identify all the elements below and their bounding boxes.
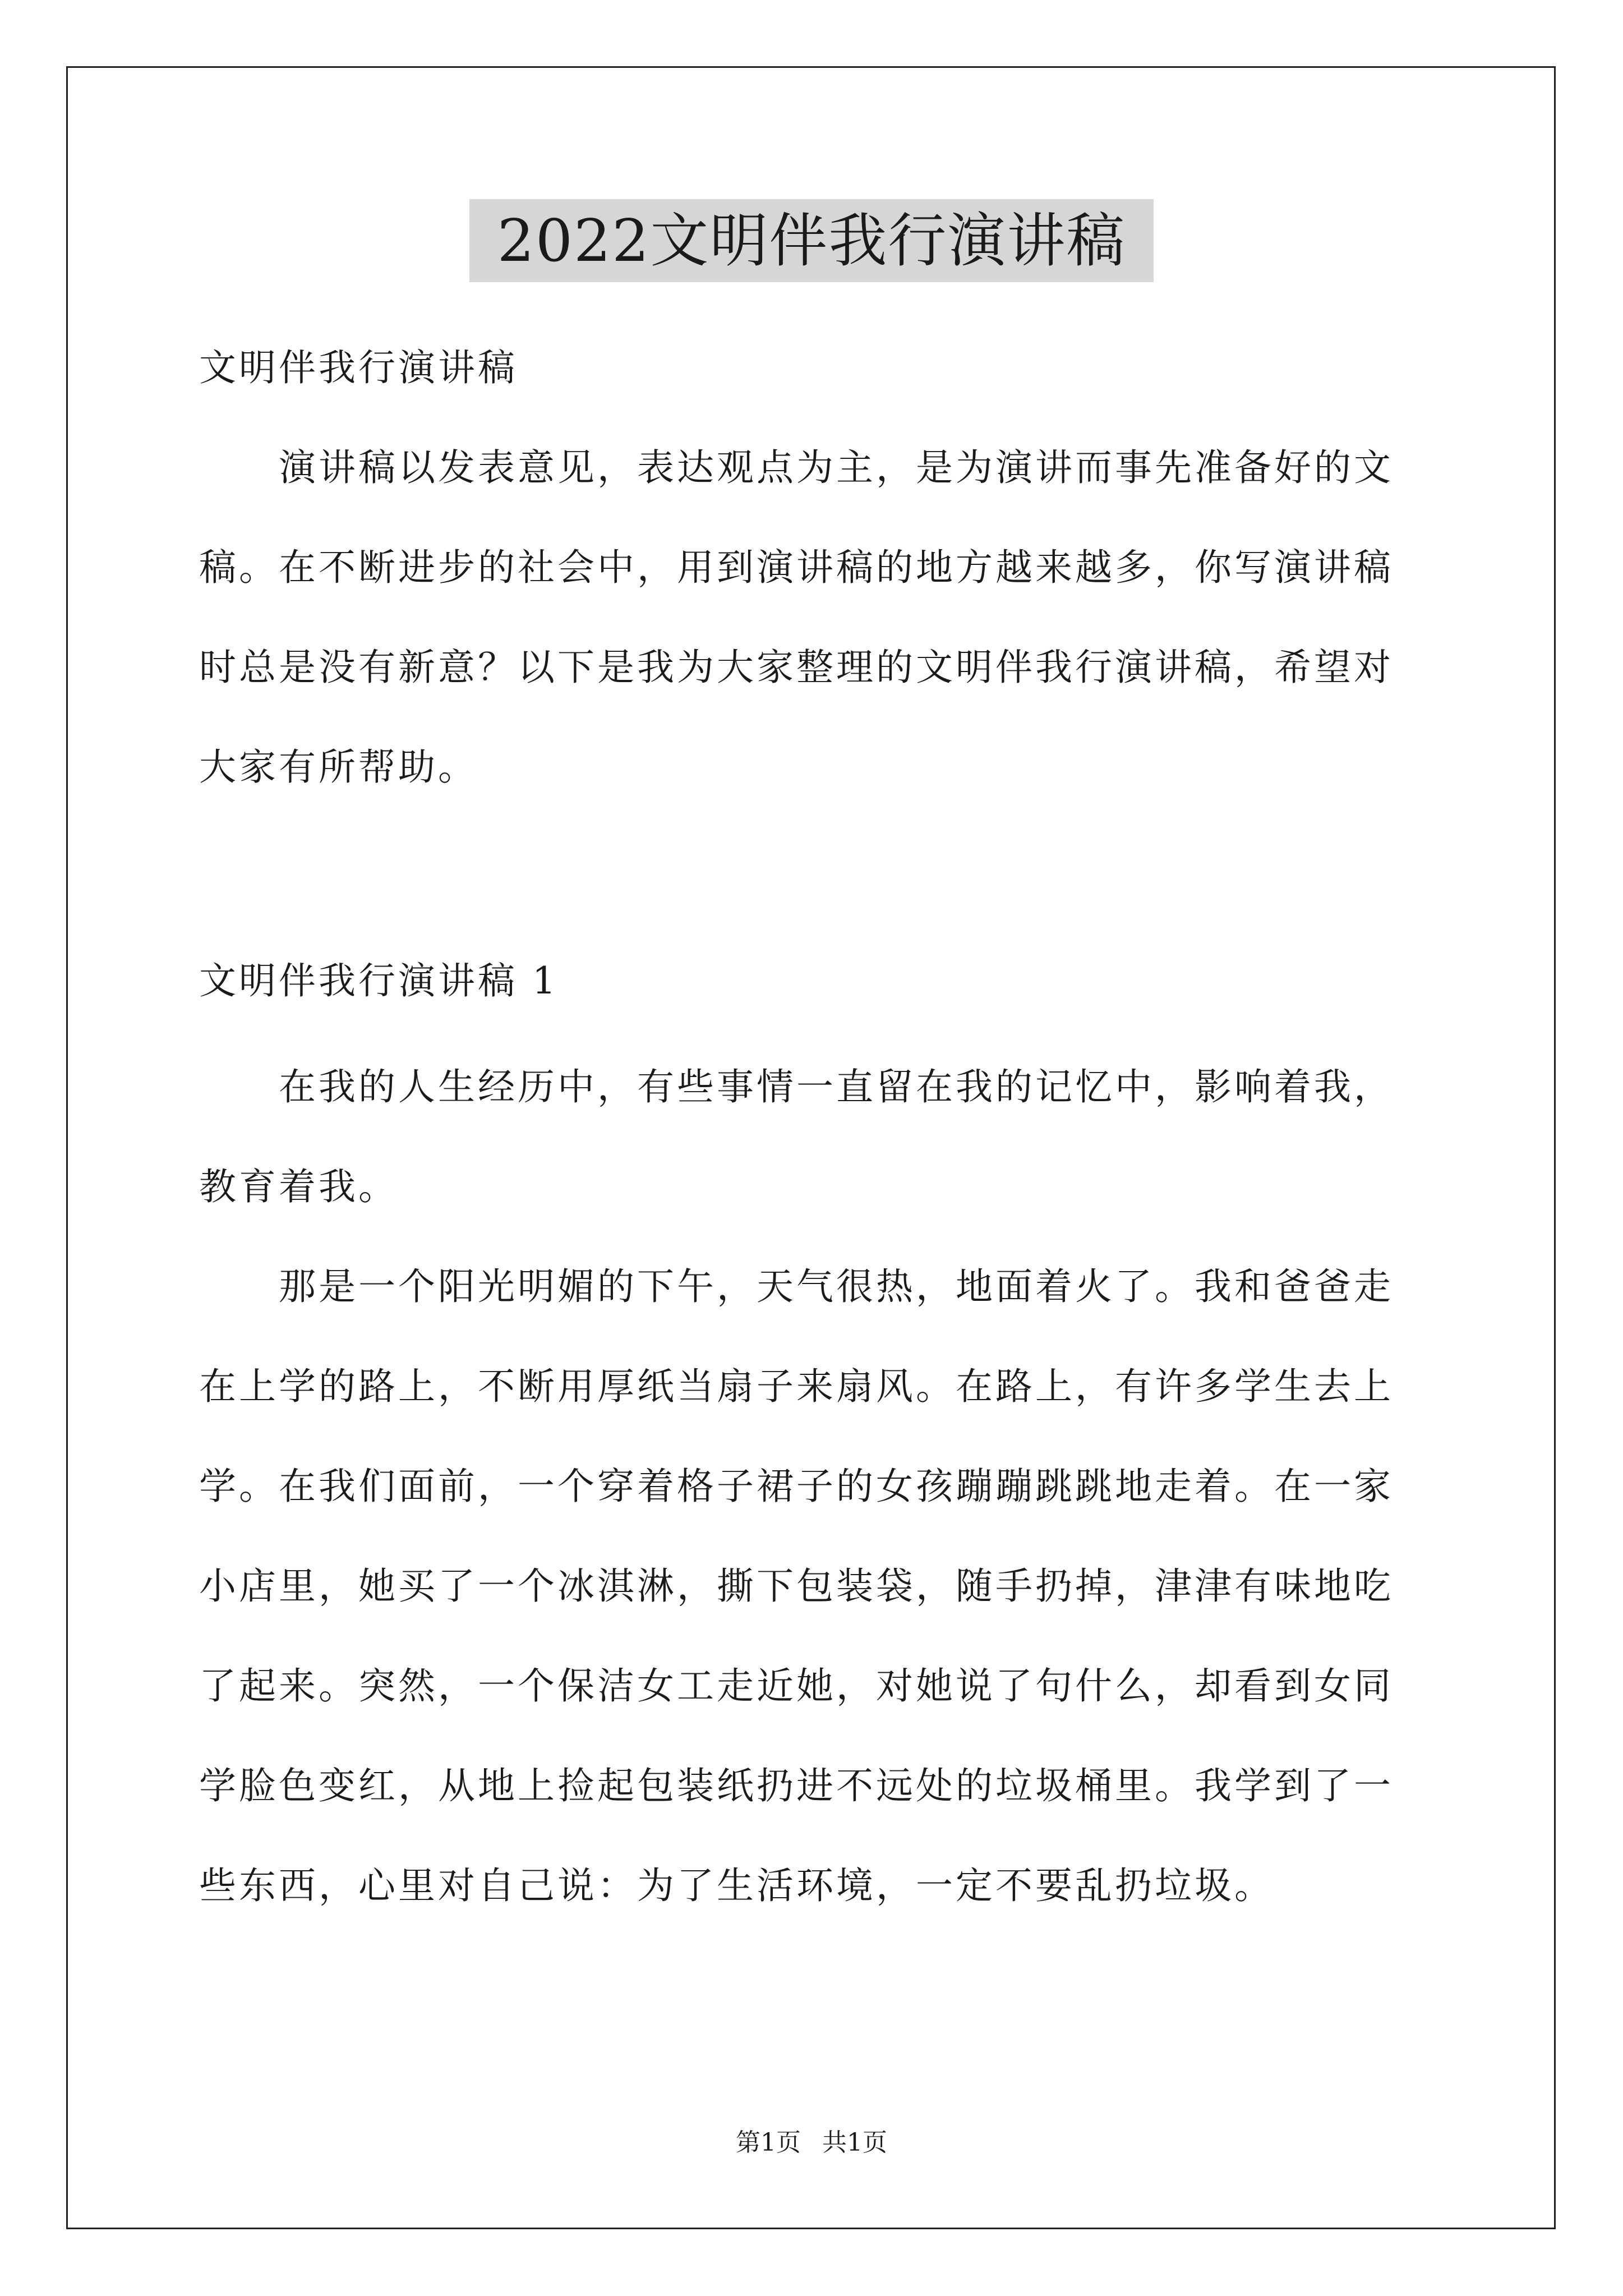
page-total: 共1页 (822, 2128, 887, 2157)
document-title: 2022文明伴我行演讲稿 (469, 199, 1154, 282)
section-heading: 文明伴我行演讲稿 (199, 346, 518, 389)
paragraph-line: 在我的人生经历中，有些事情一直留在我的记忆中，影响着我， (199, 1065, 1394, 1108)
title-container (0, 199, 1623, 282)
paragraph-line: 教育着我。 (199, 1165, 398, 1208)
paragraph-line: 稿。在不断进步的社会中，用到演讲稿的地方越来越多，你写演讲稿 (199, 546, 1394, 589)
page-footer (0, 2126, 1623, 2160)
page-number: 第1页 (736, 2128, 801, 2157)
paragraph-line: 小店里，她买了一个冰淇淋，撕下包装袋，随手扔掉，津津有味地吃 (199, 1565, 1394, 1608)
section-heading: 文明伴我行演讲稿 1 (199, 959, 559, 1002)
paragraph-line: 那是一个阳光明媚的下午，天气很热，地面着火了。我和爸爸走 (199, 1265, 1394, 1308)
paragraph-line: 了起来。突然，一个保洁女工走近她，对她说了句什么，却看到女同 (199, 1664, 1394, 1708)
paragraph-line: 学脸色变红，从地上捡起包装纸扔进不远处的垃圾桶里。我学到了一 (199, 1764, 1394, 1807)
paragraph-line: 些东西，心里对自己说：为了生活环境，一定不要乱扔垃圾。 (199, 1864, 1274, 1907)
paragraph-line: 大家有所帮助。 (199, 746, 478, 789)
paragraph-line: 在上学的路上，不断用厚纸当扇子来扇风。在路上，有许多学生去上 (199, 1365, 1394, 1408)
paragraph-line: 演讲稿以发表意见，表达观点为主，是为演讲而事先准备好的文 (199, 446, 1394, 489)
paragraph-line: 时总是没有新意？以下是我为大家整理的文明伴我行演讲稿，希望对 (199, 646, 1394, 689)
paragraph-line: 学。在我们面前，一个穿着格子裙子的女孩蹦蹦跳跳地走着。在一家 (199, 1465, 1394, 1508)
